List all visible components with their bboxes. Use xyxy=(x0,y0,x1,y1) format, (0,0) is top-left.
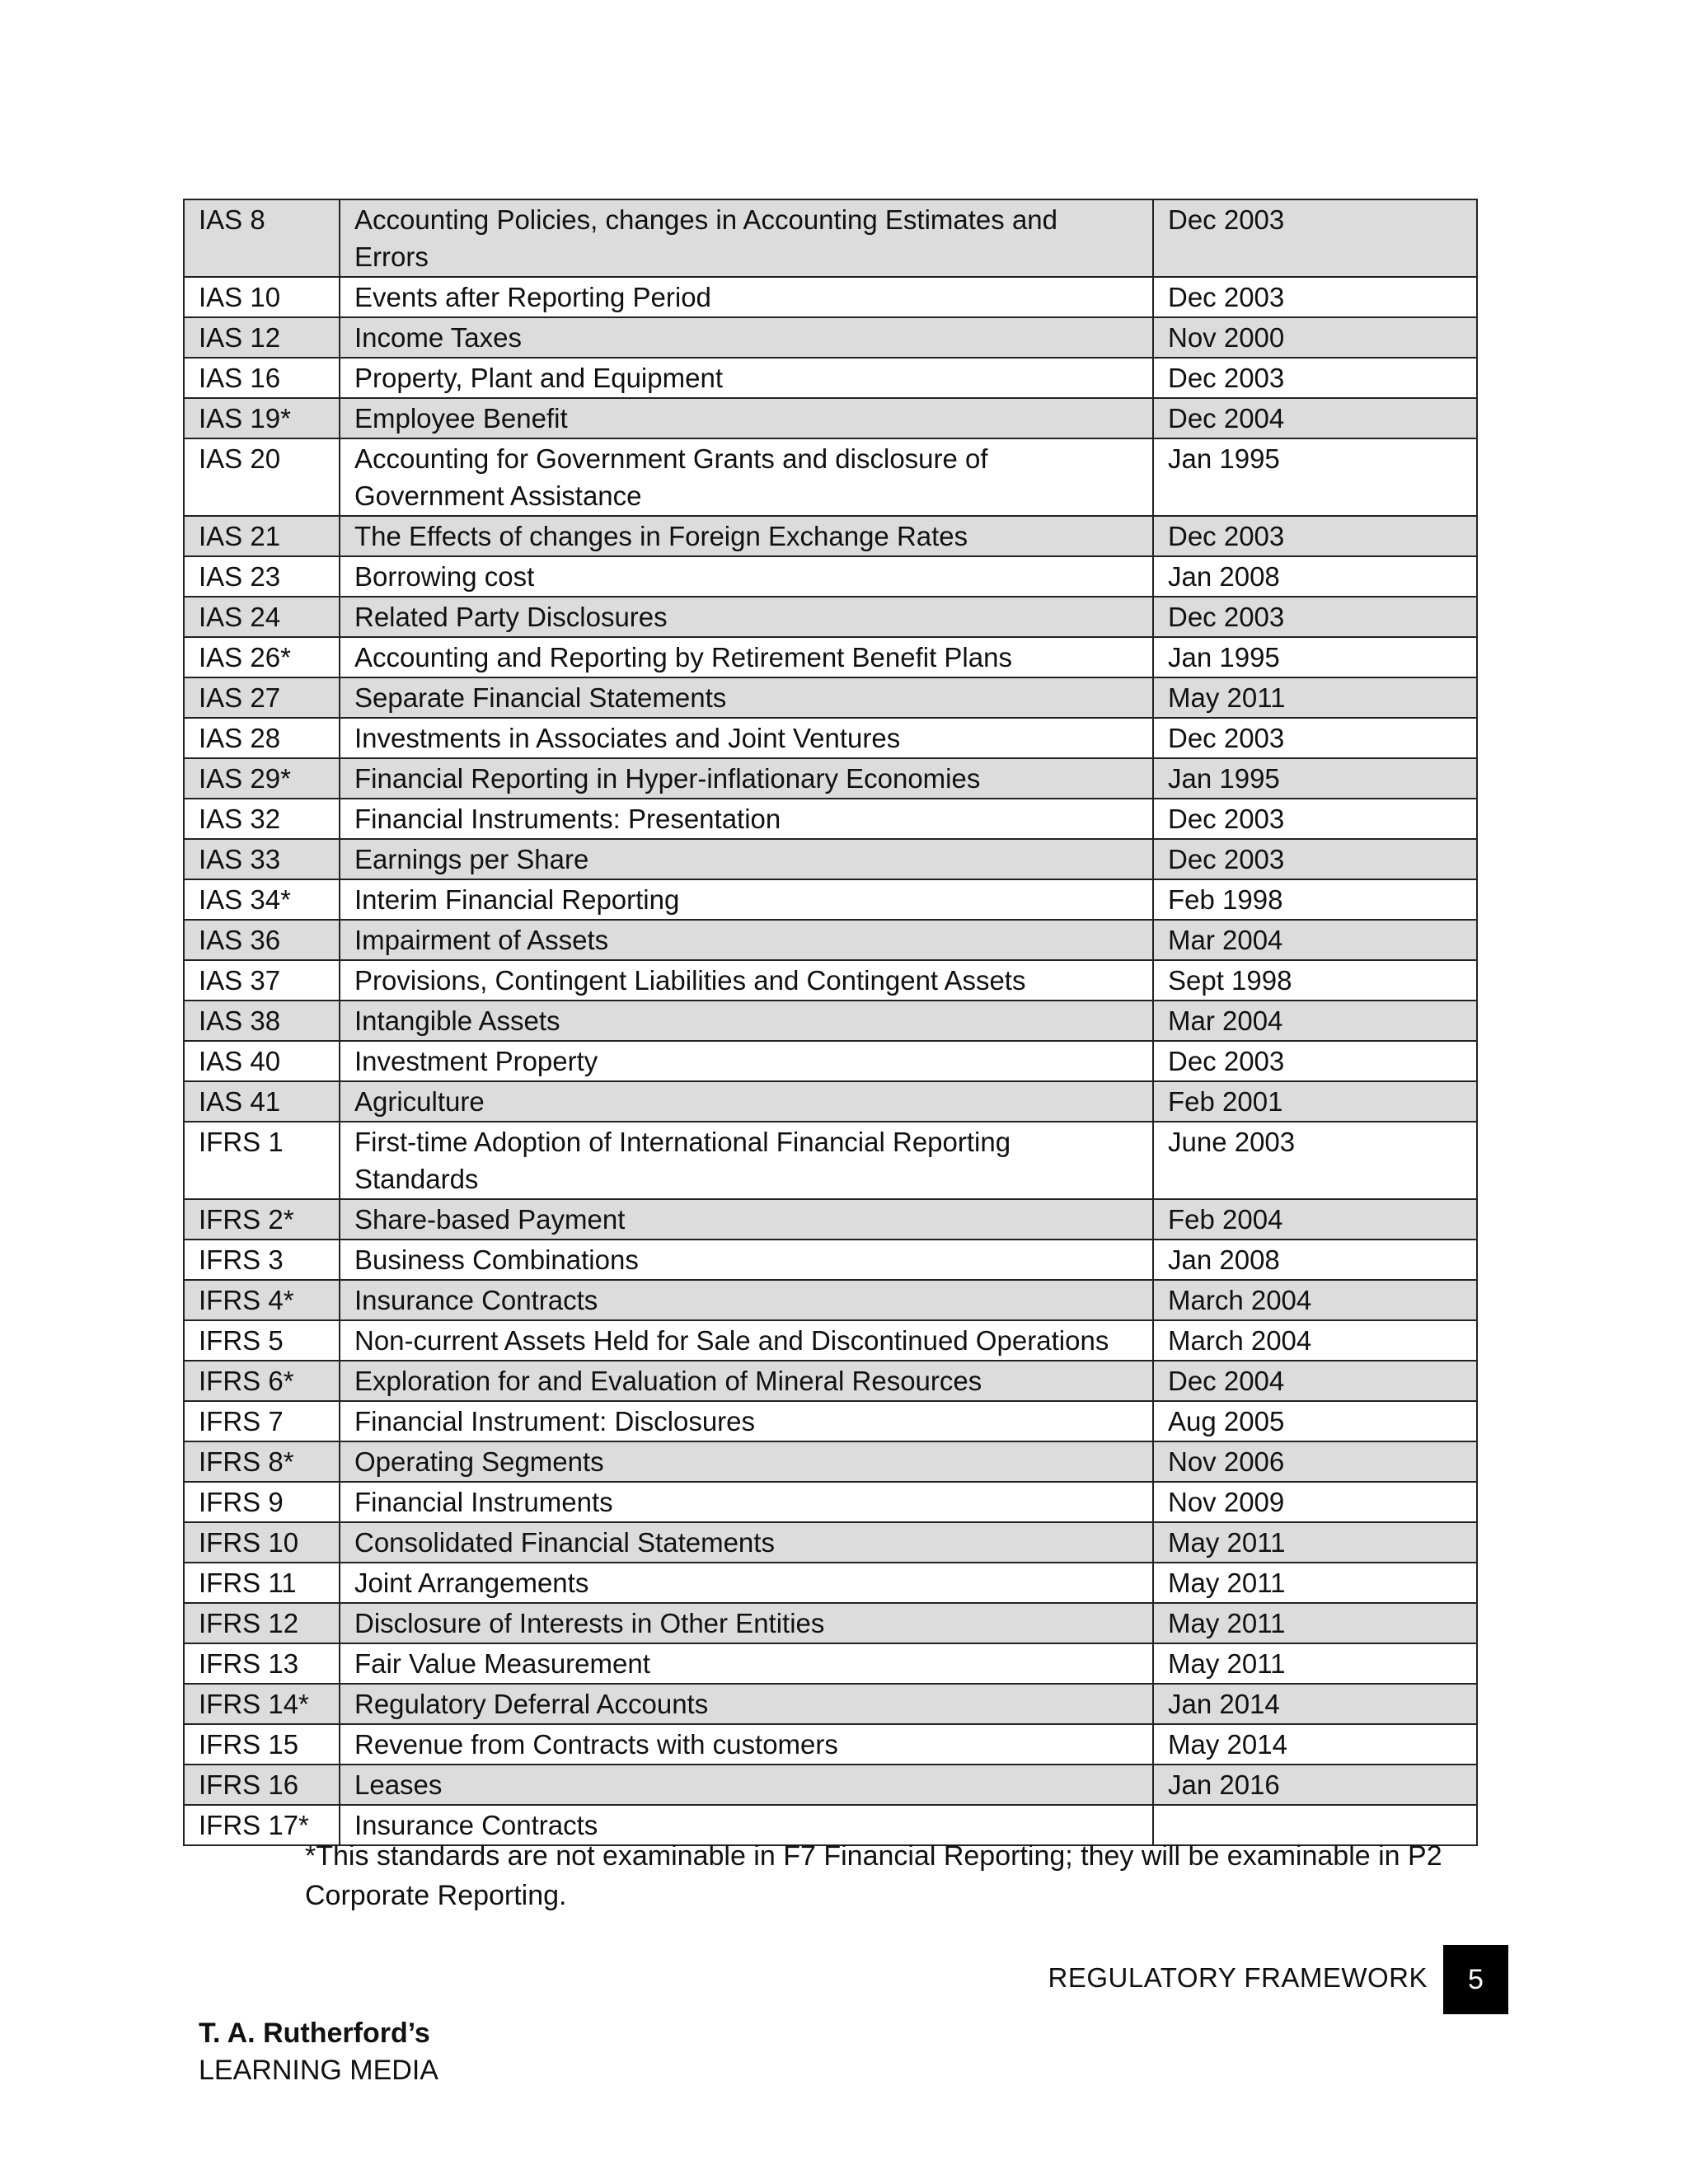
standard-title-cell: Property, Plant and Equipment xyxy=(340,358,1153,398)
effective-date-cell: Nov 2006 xyxy=(1153,1441,1477,1482)
standard-code-cell: IAS 36 xyxy=(184,920,340,960)
footnote: *This standards are not examinable in F7 Financial Reporting; they will be examinable in P2 Corporate Reporting. xyxy=(305,1840,1442,1911)
standard-code-cell: IAS 21 xyxy=(184,516,340,556)
effective-date-cell: Mar 2004 xyxy=(1153,1001,1477,1041)
standard-title-cell: Share-based Payment xyxy=(340,1199,1153,1240)
standard-code-cell: IAS 34* xyxy=(184,879,340,920)
standard-title-cell: Joint Arrangements xyxy=(340,1563,1153,1603)
standard-title-cell: Intangible Assets xyxy=(340,1001,1153,1041)
standard-code-cell: IFRS 1 xyxy=(184,1122,340,1199)
standards-table-body xyxy=(184,199,1477,1845)
standard-title-cell: Insurance Contracts xyxy=(340,1805,1153,1845)
table-row xyxy=(184,1724,1477,1765)
standard-code-cell: IFRS 15 xyxy=(184,1724,340,1765)
standard-title-cell: Agriculture xyxy=(340,1081,1153,1122)
standard-title-cell: Financial Instrument: Disclosures xyxy=(340,1401,1153,1441)
table-row xyxy=(184,317,1477,358)
effective-date-cell: Dec 2003 xyxy=(1153,277,1477,317)
standard-title-cell: Events after Reporting Period xyxy=(340,277,1153,317)
effective-date-cell: Jan 1995 xyxy=(1153,637,1477,677)
table-row xyxy=(184,758,1477,799)
standard-title-cell: Consolidated Financial Statements xyxy=(340,1522,1153,1563)
standard-title-cell: Leases xyxy=(340,1765,1153,1805)
standard-code-cell: IAS 19* xyxy=(184,398,340,438)
table-row xyxy=(184,1041,1477,1081)
table-row xyxy=(184,597,1477,637)
table-row xyxy=(184,1643,1477,1684)
standard-code-cell: IAS 12 xyxy=(184,317,340,358)
standard-code-cell: IAS 10 xyxy=(184,277,340,317)
table-row xyxy=(184,1122,1477,1199)
standard-title-cell: Impairment of Assets xyxy=(340,920,1153,960)
standard-code-cell: IFRS 14* xyxy=(184,1684,340,1724)
effective-date-cell: Dec 2003 xyxy=(1153,1041,1477,1081)
standard-code-cell: IAS 33 xyxy=(184,839,340,879)
effective-date-cell: March 2004 xyxy=(1153,1280,1477,1320)
standard-code-cell: IAS 24 xyxy=(184,597,340,637)
standard-title-cell: Earnings per Share xyxy=(340,839,1153,879)
effective-date-cell: Dec 2004 xyxy=(1153,398,1477,438)
standard-title-cell: Separate Financial Statements xyxy=(340,677,1153,718)
table-row xyxy=(184,1199,1477,1240)
standard-title-cell: First-time Adoption of International Financial Reporting Standards xyxy=(340,1122,1153,1199)
standard-code-cell: IFRS 4* xyxy=(184,1280,340,1320)
standard-code-cell: IAS 38 xyxy=(184,1001,340,1041)
effective-date-cell: Dec 2003 xyxy=(1153,839,1477,879)
effective-date-cell: May 2014 xyxy=(1153,1724,1477,1765)
table-row xyxy=(184,1765,1477,1805)
standard-code-cell: IFRS 3 xyxy=(184,1240,340,1280)
standard-code-cell: IFRS 10 xyxy=(184,1522,340,1563)
table-row xyxy=(184,1240,1477,1280)
table-row xyxy=(184,277,1477,317)
table-row xyxy=(184,637,1477,677)
standard-title-cell: Business Combinations xyxy=(340,1240,1153,1280)
standard-code-cell: IAS 29* xyxy=(184,758,340,799)
standard-title-cell: Income Taxes xyxy=(340,317,1153,358)
table-row xyxy=(184,199,1477,277)
author-name: T. A. Rutherford’s xyxy=(199,2018,430,2049)
standard-title-cell: Employee Benefit xyxy=(340,398,1153,438)
table-row xyxy=(184,1401,1477,1441)
standard-title-cell: Revenue from Contracts with customers xyxy=(340,1724,1153,1765)
page-number: 5 xyxy=(1443,1945,1508,2014)
standard-code-cell: IAS 27 xyxy=(184,677,340,718)
table-row xyxy=(184,1603,1477,1643)
standard-code-cell: IAS 23 xyxy=(184,556,340,597)
standard-code-cell: IAS 8 xyxy=(184,199,340,277)
table-row xyxy=(184,1081,1477,1122)
table-row xyxy=(184,920,1477,960)
table-row xyxy=(184,556,1477,597)
effective-date-cell: May 2011 xyxy=(1153,1522,1477,1563)
effective-date-cell: Feb 1998 xyxy=(1153,879,1477,920)
table-row xyxy=(184,1684,1477,1724)
standard-code-cell: IAS 40 xyxy=(184,1041,340,1081)
effective-date-cell: May 2011 xyxy=(1153,1563,1477,1603)
table-row xyxy=(184,1482,1477,1522)
standard-title-cell: Non-current Assets Held for Sale and Discontinued Operations xyxy=(340,1320,1153,1361)
standard-title-cell: Insurance Contracts xyxy=(340,1280,1153,1320)
table-row xyxy=(184,438,1477,516)
table-row xyxy=(184,1522,1477,1563)
standard-title-cell: Borrowing cost xyxy=(340,556,1153,597)
standard-code-cell: IFRS 8* xyxy=(184,1441,340,1482)
standard-title-cell: Related Party Disclosures xyxy=(340,597,1153,637)
table-row xyxy=(184,398,1477,438)
standard-title-cell: Financial Instruments xyxy=(340,1482,1153,1522)
standard-code-cell: IAS 16 xyxy=(184,358,340,398)
effective-date-cell: Aug 2005 xyxy=(1153,1401,1477,1441)
standard-title-cell: Accounting Policies, changes in Accounting Estimates and Errors xyxy=(340,199,1153,277)
effective-date-cell: Jan 1995 xyxy=(1153,438,1477,516)
effective-date-cell: Jan 2008 xyxy=(1153,556,1477,597)
effective-date-cell: Sept 1998 xyxy=(1153,960,1477,1001)
table-row xyxy=(184,1441,1477,1482)
effective-date-cell: Dec 2003 xyxy=(1153,718,1477,758)
standard-title-cell: Operating Segments xyxy=(340,1441,1153,1482)
effective-date-cell: Dec 2003 xyxy=(1153,597,1477,637)
standard-title-cell: Financial Instruments: Presentation xyxy=(340,799,1153,839)
effective-date-cell: May 2011 xyxy=(1153,677,1477,718)
table-row xyxy=(184,839,1477,879)
standard-title-cell: Fair Value Measurement xyxy=(340,1643,1153,1684)
table-row xyxy=(184,879,1477,920)
effective-date-cell: Mar 2004 xyxy=(1153,920,1477,960)
standard-code-cell: IAS 20 xyxy=(184,438,340,516)
effective-date-cell: Dec 2003 xyxy=(1153,199,1477,277)
effective-date-cell: Feb 2004 xyxy=(1153,1199,1477,1240)
standard-title-cell: Interim Financial Reporting xyxy=(340,879,1153,920)
standard-title-cell: Disclosure of Interests in Other Entities xyxy=(340,1603,1153,1643)
table-row xyxy=(184,677,1477,718)
effective-date-cell: Nov 2009 xyxy=(1153,1482,1477,1522)
effective-date-cell: Dec 2003 xyxy=(1153,516,1477,556)
standard-code-cell: IAS 28 xyxy=(184,718,340,758)
standard-code-cell: IFRS 6* xyxy=(184,1361,340,1401)
standard-title-cell: The Effects of changes in Foreign Exchange Rates xyxy=(340,516,1153,556)
standard-code-cell: IFRS 7 xyxy=(184,1401,340,1441)
table-row xyxy=(184,358,1477,398)
table-row xyxy=(184,1563,1477,1603)
effective-date-cell: Jan 2008 xyxy=(1153,1240,1477,1280)
effective-date-cell: Dec 2003 xyxy=(1153,358,1477,398)
effective-date-cell: Dec 2003 xyxy=(1153,799,1477,839)
table-row xyxy=(184,516,1477,556)
table-row xyxy=(184,1361,1477,1401)
standard-code-cell: IFRS 12 xyxy=(184,1603,340,1643)
standard-title-cell: Provisions, Contingent Liabilities and Contingent Assets xyxy=(340,960,1153,1001)
standard-title-cell: Investments in Associates and Joint Ventures xyxy=(340,718,1153,758)
publisher-name: LEARNING MEDIA xyxy=(199,2055,438,2086)
standard-code-cell: IFRS 13 xyxy=(184,1643,340,1684)
standard-code-cell: IAS 26* xyxy=(184,637,340,677)
effective-date-cell: Jan 2016 xyxy=(1153,1765,1477,1805)
standard-code-cell: IFRS 9 xyxy=(184,1482,340,1522)
standard-code-cell: IFRS 11 xyxy=(184,1563,340,1603)
effective-date-cell: Feb 2001 xyxy=(1153,1081,1477,1122)
table-row xyxy=(184,960,1477,1001)
table-row xyxy=(184,1001,1477,1041)
table-row xyxy=(184,1320,1477,1361)
table-row xyxy=(184,718,1477,758)
standard-title-cell: Regulatory Deferral Accounts xyxy=(340,1684,1153,1724)
section-title: REGULATORY FRAMEWORK xyxy=(1048,1962,1428,1993)
effective-date-cell: March 2004 xyxy=(1153,1320,1477,1361)
standard-title-cell: Accounting for Government Grants and disclosure of Government Assistance xyxy=(340,438,1153,516)
standard-code-cell: IAS 41 xyxy=(184,1081,340,1122)
effective-date-cell: Dec 2004 xyxy=(1153,1361,1477,1401)
standard-title-cell: Financial Reporting in Hyper-inflationary Economies xyxy=(340,758,1153,799)
standard-code-cell: IAS 37 xyxy=(184,960,340,1001)
standard-code-cell: IFRS 17* xyxy=(184,1805,340,1845)
standard-code-cell: IFRS 16 xyxy=(184,1765,340,1805)
standard-code-cell: IFRS 5 xyxy=(184,1320,340,1361)
table-row xyxy=(184,1280,1477,1320)
standard-code-cell: IAS 32 xyxy=(184,799,340,839)
effective-date-cell: May 2011 xyxy=(1153,1603,1477,1643)
effective-date-cell: June 2003 xyxy=(1153,1122,1477,1199)
effective-date-cell: Jan 2014 xyxy=(1153,1684,1477,1724)
effective-date-cell: Nov 2000 xyxy=(1153,317,1477,358)
standard-title-cell: Exploration for and Evaluation of Mineral Resources xyxy=(340,1361,1153,1401)
standard-title-cell: Accounting and Reporting by Retirement Benefit Plans xyxy=(340,637,1153,677)
standard-title-cell: Investment Property xyxy=(340,1041,1153,1081)
standards-table xyxy=(183,199,1478,1846)
table-row xyxy=(184,799,1477,839)
standard-code-cell: IFRS 2* xyxy=(184,1199,340,1240)
effective-date-cell: May 2011 xyxy=(1153,1643,1477,1684)
effective-date-cell: Jan 1995 xyxy=(1153,758,1477,799)
